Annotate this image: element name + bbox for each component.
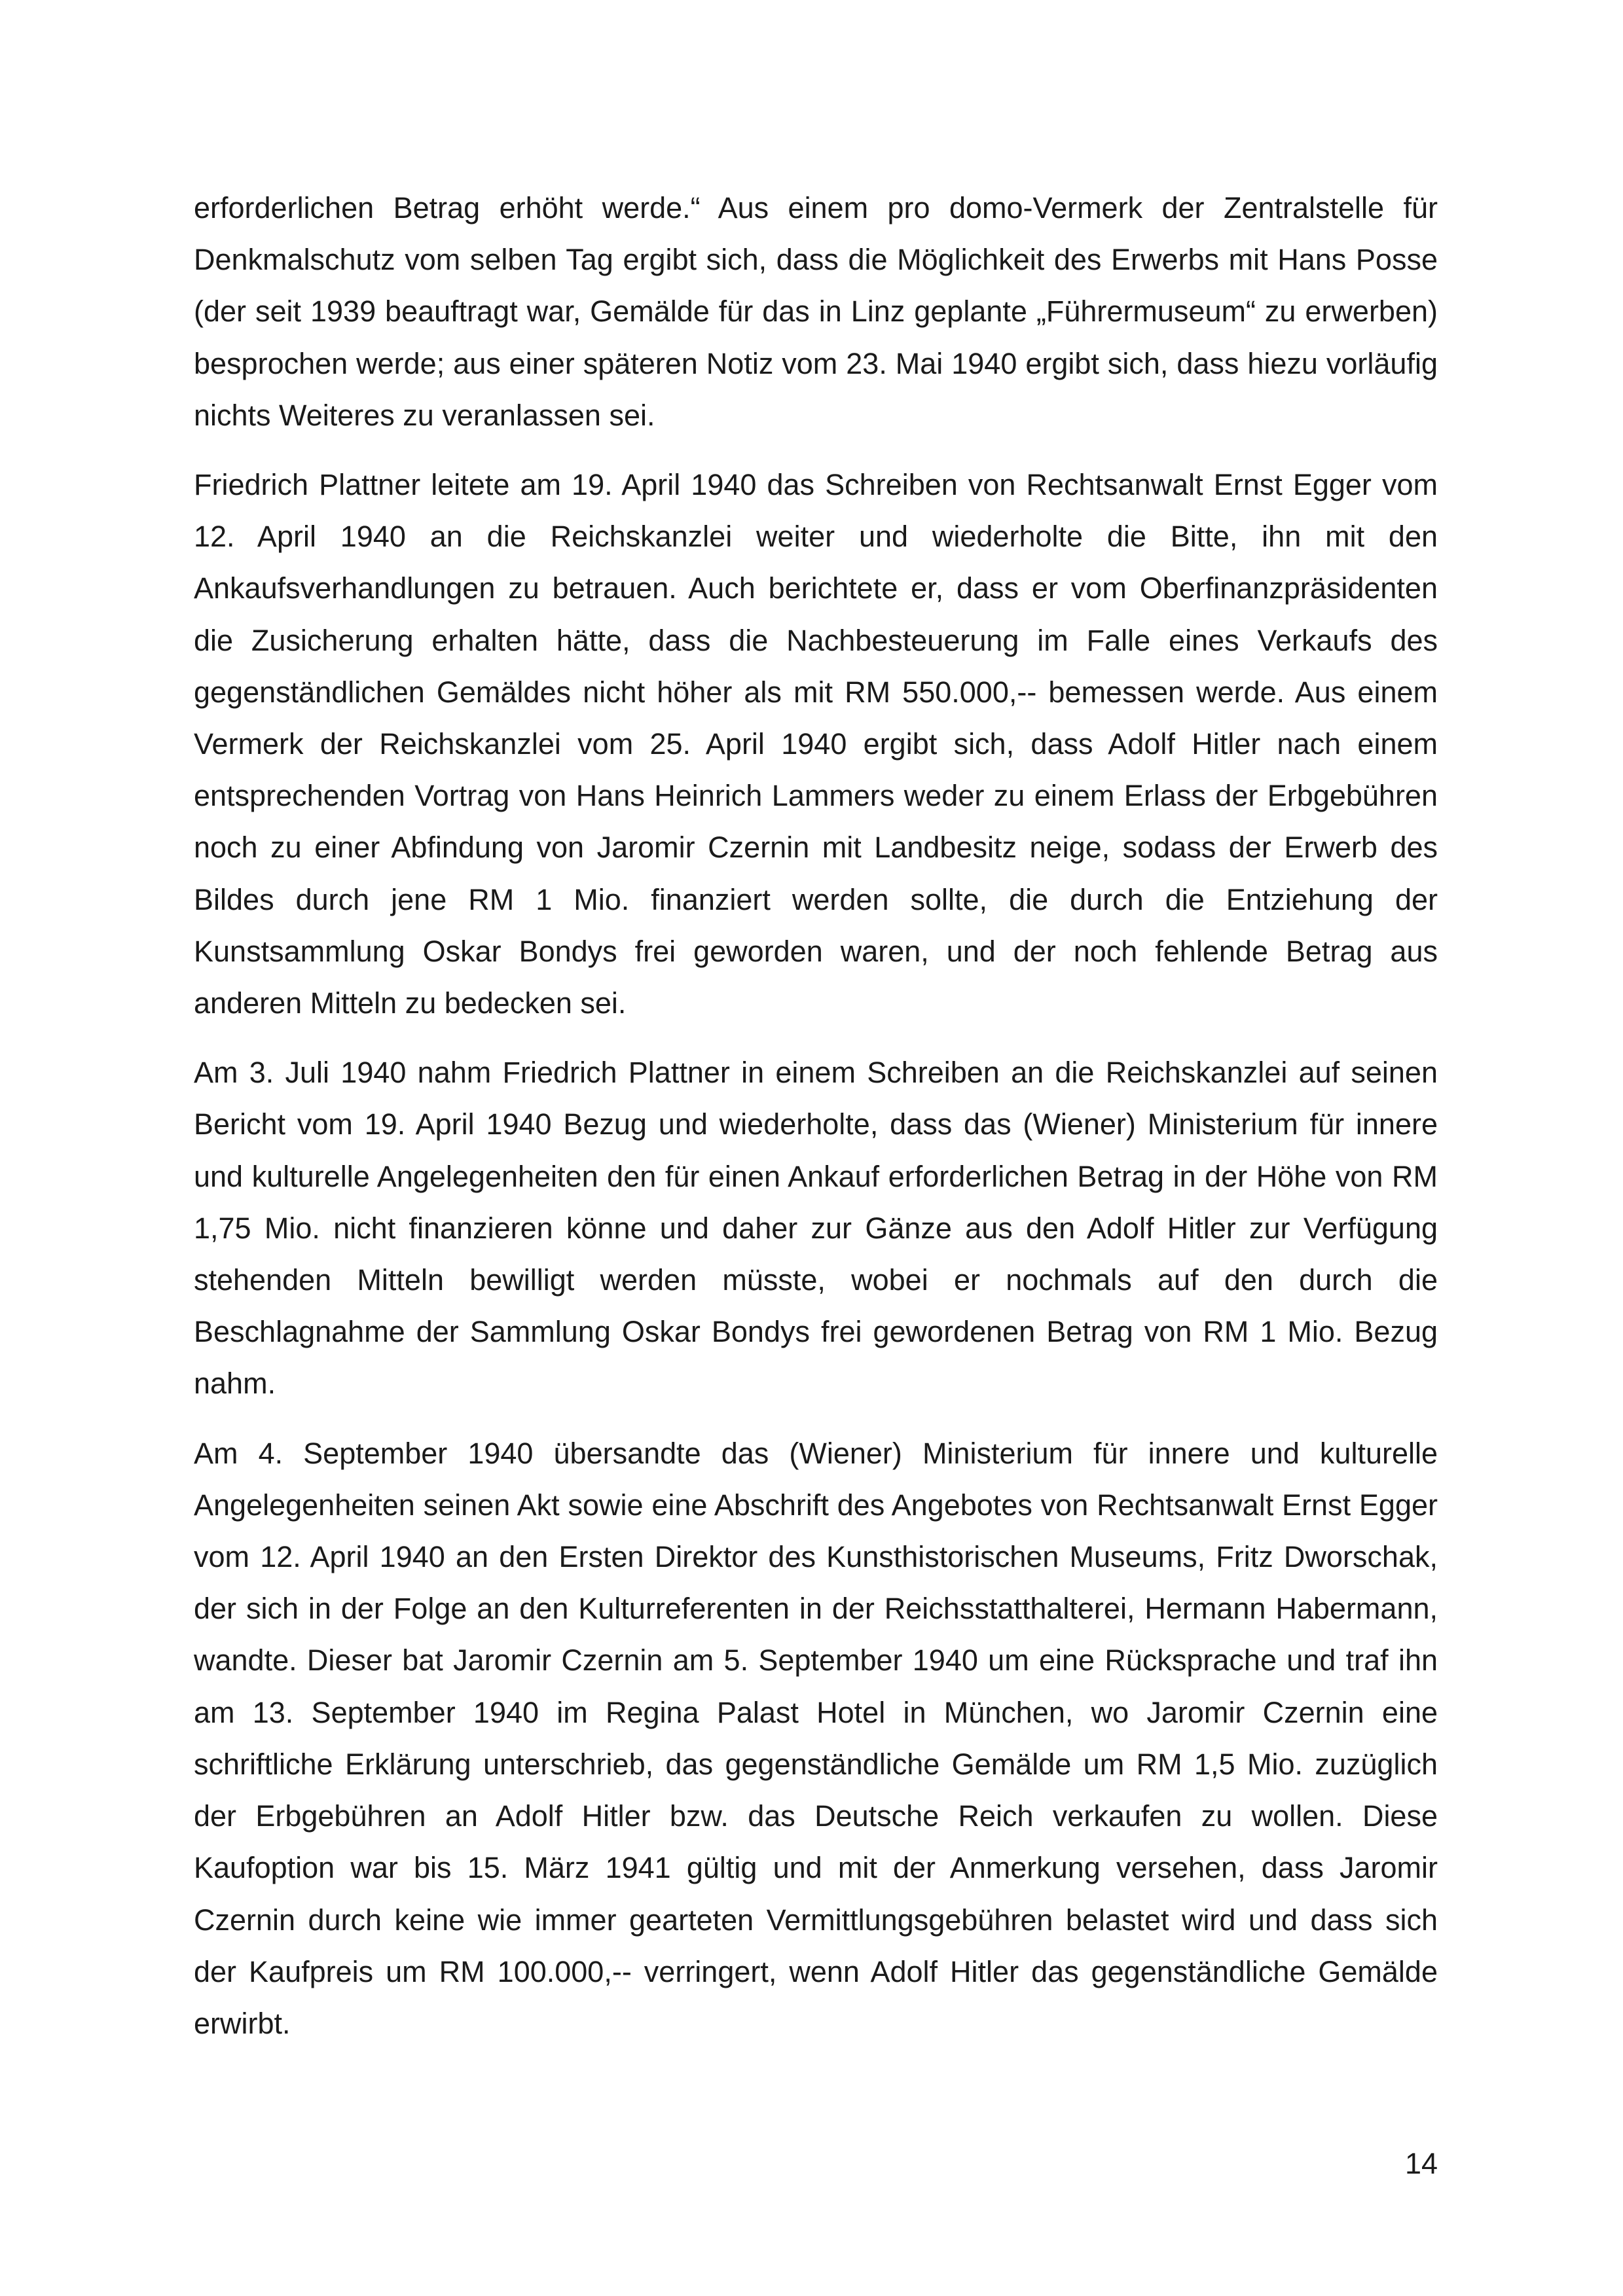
body-text xyxy=(194,182,1438,2067)
paragraph-3: Am 3. Juli 1940 nahm Friedrich Plattner in einem Schreiben an die Reichskanzlei auf seinen Bericht vom 19. April 1940 Bezug und wiederholte, dass das (Wiener) Ministerium für innere und kulturelle Angelegenheiten den für einen Ankauf erforderlichen Betrag in der Höhe von RM 1,75 Mio. nicht finanzieren könne und daher zur Gänze aus den Adolf Hitler zur Verfügung stehenden Mitteln bewilligt werden müsste, wobei er nochmals auf den durch die Beschlagnahme der Sammlung Oskar Bondys frei gewordenen Betrag von RM 1 Mio. Bezug nahm. xyxy=(194,1056,1438,1401)
paragraph-4: Am 4. September 1940 übersandte das (Wiener) Ministerium für innere und kulturelle Angelegenheiten seinen Akt sowie eine Abschrift des Angebotes von Rechtsanwalt Ernst Egger vom 12. April 1940 an den Ersten Direktor des Kunsthistorischen Museums, Fritz Dworschak, der sich in der Folge an den Kulturreferenten in der Reichsstatthalterei, Hermann Habermann, wandte. Dieser bat Jaromir Czernin am 5. September 1940 um eine Rücksprache und traf ihn am 13. September 1940 im Regina Palast Hotel in München, wo Jaromir Czernin eine schriftliche Erklärung unterschrieb, das gegenständliche Gemälde um RM 1,5 Mio. zuzüglich der Erbgebühren an Adolf Hitler bzw. das Deutsche Reich verkaufen zu wollen. Diese Kaufoption war bis 15. März 1941 gültig und mit der Anmerkung versehen, dass Jaromir Czernin durch keine wie immer gearteten Vermittlungsgebühren belastet wird und dass sich der Kaufpreis um RM 100.000,-- verringert, wenn Adolf Hitler das gegenständliche Gemälde erwirbt. xyxy=(194,1436,1438,2040)
paragraph-1: erforderlichen Betrag erhöht werde.“ Aus einem pro domo-Vermerk der Zentralstelle für Denkmalschutz vom selben Tag ergibt sich, dass die Möglichkeit des Erwerbs mit Hans Posse (der seit 1939 beauftragt war, Gemälde für das in Linz geplante „Führermuseum“ zu erwerben) besprochen werde; aus einer späteren Notiz vom 23. Mai 1940 ergibt sich, dass hiezu vorläufig nichts Weiteres zu veranlassen sei. xyxy=(194,191,1438,432)
page-number: 14 xyxy=(1404,2147,1438,2180)
paragraph-2: Friedrich Plattner leitete am 19. April 1940 das Schreiben von Rechtsanwalt Ernst Egger vom 12. April 1940 an die Reichskanzlei weiter und wiederholte die Bitte, ihn mit den Ankaufsverhandlungen zu betrauen. Auch berichtete er, dass er vom Oberfinanzpräsidenten die Zusicherung erhalten hätte, dass die Nachbesteuerung im Falle eines Verkaufs des gegenständlichen Gemäldes nicht höher als mit RM 550.000,-- bemessen werde. Aus einem Vermerk der Reichskanzlei vom 25. April 1940 ergibt sich, dass Adolf Hitler nach einem entsprechenden Vortrag von Hans Heinrich Lammers weder zu einem Erlass der Erbgebühren noch zu einer Abfindung von Jaromir Czernin mit Landbesitz neige, sodass der Erwerb des Bildes durch jene RM 1 Mio. finanziert werden sollte, die durch die Entziehung der Kunstsammlung Oskar Bondys frei geworden waren, und der noch fehlende Betrag aus anderen Mitteln zu bedecken sei. xyxy=(194,468,1438,1020)
